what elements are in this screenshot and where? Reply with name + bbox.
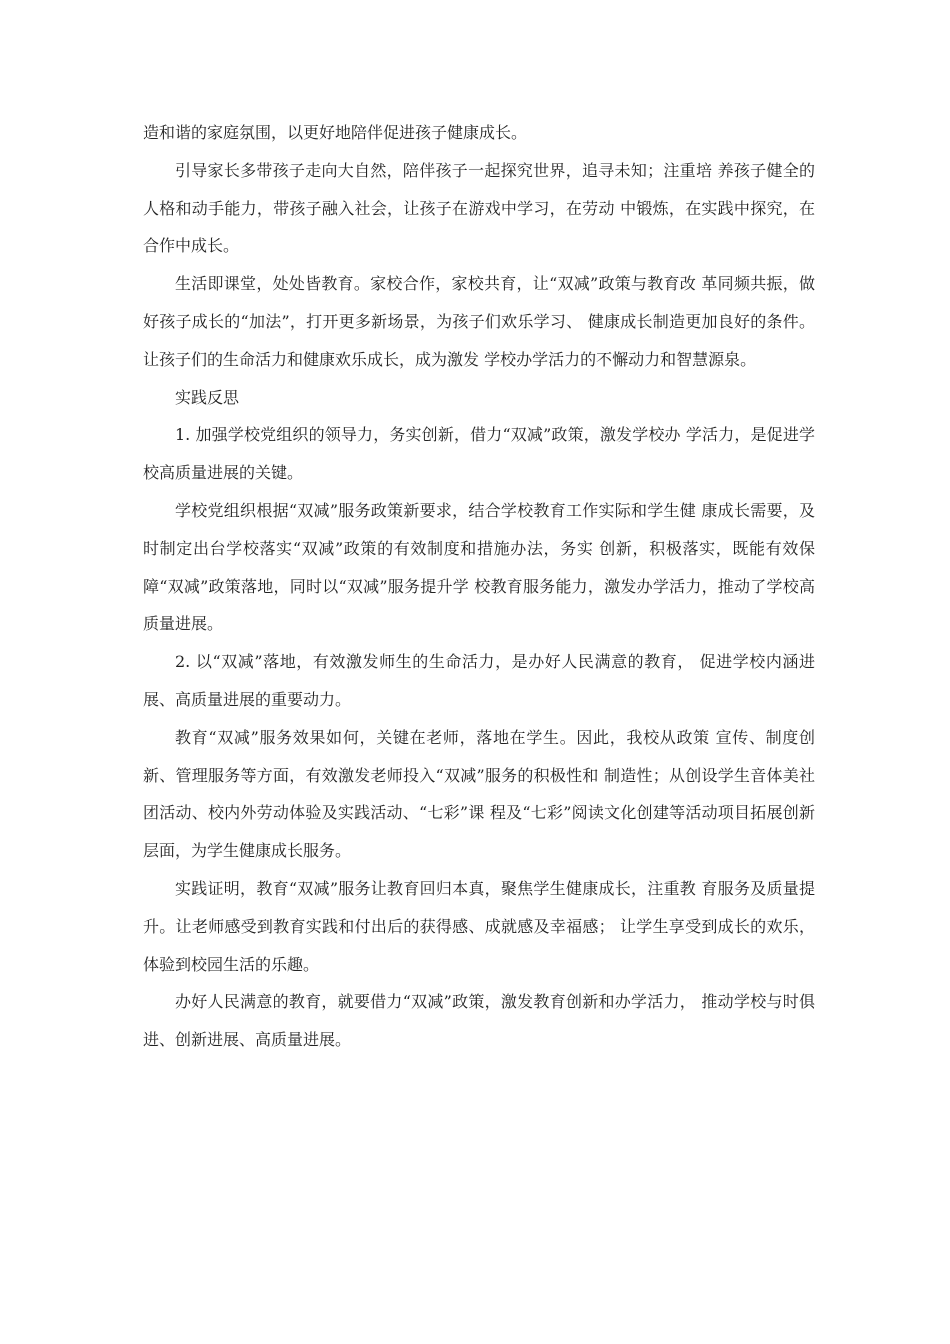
paragraph-practice-proof: 实践证明，教育“双减”服务让教育回归本真，聚焦学生健康成长，注重教 育服务及质量提升。让老师感受到教育实践和付出后的获得感、成就感及幸福感； 让学生享受到成长的欢乐，体验到校园生活的乐趣。 (143, 878, 815, 974)
paragraph-continuation: 造和谐的家庭氛围，以更好地陪伴促进孩子健康成长。 (143, 123, 528, 142)
section-heading-reflection: 实践反思 (175, 387, 240, 407)
document-body (143, 114, 815, 1059)
paragraph-point-2: 2. 以“双减”落地，有效激发师生的生命活力，是办好人民满意的教育， 促进学校内涵进展、高质量进展的重要动力。 (143, 652, 815, 709)
paragraph-point-1: 1. 加强学校党组织的领导力，务实创新，借力“双减”政策，激发学校办 学活力，是促进学校高质量进展的关键。 (143, 425, 815, 483)
paragraph-party-leadership: 学校党组织根据“双减”服务政策新要求，结合学校教育工作实际和学生健 康成长需要，及时制定出台学校落实“双减”政策的有效制度和措施办法，务实 创新，积极落实，既能有效保障“双减”政策落地，同时以“双减”服务提升学 校教育服务能力，激发办学活力，推动了学校高质量进展。 (143, 500, 815, 634)
paragraph-conclusion: 办好人民满意的教育，就要借力“双减”政策，激发教育创新和办学活力， 推动学校与时俱进、创新进展、高质量进展。 (143, 992, 815, 1050)
paragraph-nature-guidance: 引导家长多带孩子走向大自然，陪伴孩子一起探究世界，追寻未知；注重培 养孩子健全的人格和动手能力，带孩子融入社会，让孩子在游戏中学习，在劳动 中锻炼，在实践中探究，在合作中成长。 (143, 160, 815, 256)
paragraph-home-school: 生活即课堂，处处皆教育。家校合作，家校共育，让“双减”政策与教育改 革同频共振，做好孩子成长的“加法”，打开更多新场景，为孩子们欢乐学习、 健康成长制造更加良好的条件。让孩子们的生命活力和健康欢乐成长，成为激发 学校办学活力的不懈动力和智慧源泉。 (143, 274, 815, 369)
paragraph-teacher-student: 教育“双减”服务效果如何，关键在老师，落地在学生。因此，我校从政策 宣传、制度创新、管理服务等方面，有效激发老师投入“双减”服务的积极性和 制造性；从创设学生音体美社团活动、校内外劳动体验及实践活动、“七彩”课 程及“七彩”阅读文化创建等活动项目拓展创新层面，为学生健康成长服务。 (143, 727, 815, 861)
